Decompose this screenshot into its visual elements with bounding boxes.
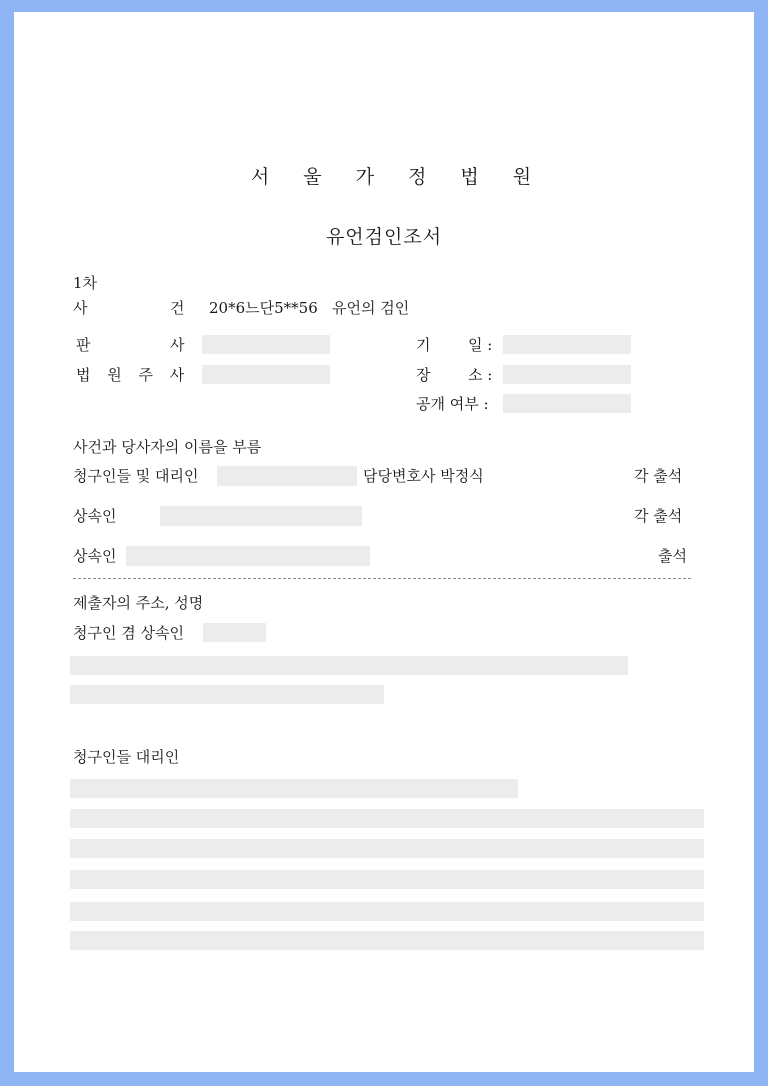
place-label-1: 장 — [416, 366, 431, 384]
section-divider — [73, 578, 691, 579]
party-row-3-status: 출석 — [658, 547, 687, 565]
date-label-2: 일 : — [468, 336, 493, 354]
redacted-agent-line-6 — [70, 931, 704, 950]
document-title: 유언검인조서 — [325, 226, 443, 248]
party-row-1-lawyer: 담당변호사 박정식 — [363, 467, 484, 485]
case-name: 유언의 검인 — [332, 299, 410, 317]
redacted-date — [503, 335, 631, 354]
party-row-1-status: 각 출석 — [634, 467, 683, 485]
submitter-role: 청구인 겸 상속인 — [73, 624, 184, 642]
party-row-3-label: 상속인 — [73, 547, 117, 565]
redacted-submitter-address-1 — [70, 656, 628, 675]
redacted-judge-name — [202, 335, 330, 354]
redacted-place — [503, 365, 631, 384]
redacted-heir-names — [160, 506, 362, 526]
judge-label-2: 사 — [170, 336, 185, 354]
redacted-agent-line-2 — [70, 809, 704, 828]
submitter-heading: 제출자의 주소, 성명 — [73, 594, 204, 612]
party-row-2-label: 상속인 — [73, 507, 117, 525]
public-label: 공개 여부 : — [416, 395, 489, 413]
parties-heading: 사건과 당사자의 이름을 부름 — [73, 438, 262, 456]
judge-label-1: 판 — [76, 336, 91, 354]
clerk-label: 법 원 주 사 — [76, 366, 191, 384]
redacted-agent-line-4 — [70, 870, 704, 889]
case-label-2: 건 — [170, 299, 185, 317]
redacted-agent-line-1 — [70, 779, 518, 798]
party-row-2-status: 각 출석 — [634, 507, 683, 525]
redacted-heir-names-2 — [126, 546, 370, 566]
case-number: 20*6느단5**56 — [209, 299, 318, 317]
place-label-2: 소 : — [468, 366, 493, 384]
redacted-party-names — [217, 466, 357, 486]
redacted-submitter-name — [203, 623, 266, 642]
redacted-agent-line-3 — [70, 839, 704, 858]
court-name: 서 울 가 정 법 원 — [250, 166, 546, 188]
redacted-submitter-address-2 — [70, 685, 384, 704]
date-label-1: 기 — [416, 336, 431, 354]
case-label-1: 사 — [73, 299, 88, 317]
redacted-clerk-name — [202, 365, 330, 384]
session-round: 1차 — [73, 274, 98, 292]
party-row-1-label: 청구인들 및 대리인 — [73, 467, 199, 485]
agent-heading: 청구인들 대리인 — [73, 748, 180, 766]
redacted-public-status — [503, 394, 631, 413]
redacted-agent-line-5 — [70, 902, 704, 921]
